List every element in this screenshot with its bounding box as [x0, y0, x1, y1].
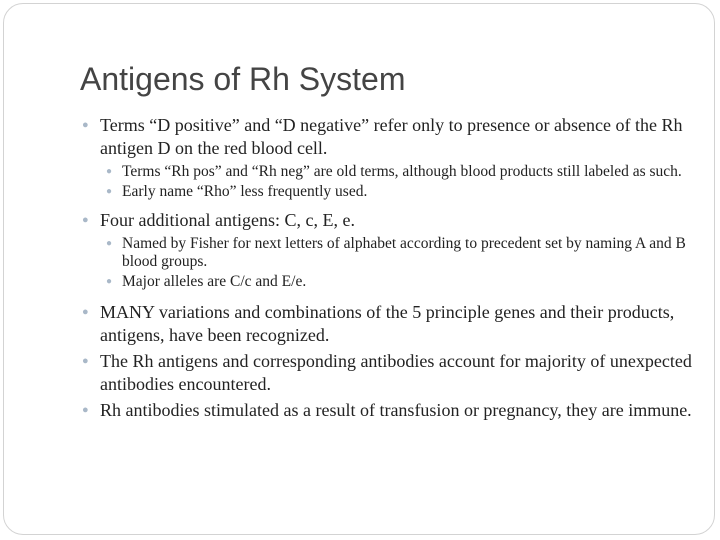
- sub-bullet-item: [80, 273, 695, 291]
- slide-title: Antigens of Rh System: [80, 61, 406, 97]
- circle-bullet-icon: ●: [106, 186, 113, 197]
- sub-bullet-item: [80, 163, 695, 181]
- circle-bullet-icon: ●: [82, 214, 89, 226]
- bullet-text: Terms “D positive” and “D negative” refer only to presence or absence of the Rh antigen D on the red blood cell.: [100, 115, 683, 158]
- bullet-item: [80, 399, 695, 422]
- circle-bullet-icon: ●: [106, 166, 113, 177]
- circle-bullet-icon: ●: [82, 306, 89, 318]
- bullet-text: Rh antibodies stimulated as a result of transfusion or pregnancy, they are immune.: [100, 400, 692, 420]
- circle-bullet-icon: ●: [106, 276, 113, 287]
- bullet-item: [80, 209, 695, 232]
- bullet-text: MANY variations and combinations of the 5 principle genes and their products, antigens, have been recognized.: [100, 302, 675, 345]
- bullet-item: [80, 301, 695, 347]
- bullet-item: [80, 350, 695, 396]
- circle-bullet-icon: ●: [106, 238, 113, 249]
- circle-bullet-icon: ●: [82, 119, 89, 131]
- sub-bullet-item: [80, 183, 695, 201]
- bullet-item: [80, 114, 695, 160]
- bullet-text: Four additional antigens: C, c, E, e.: [100, 210, 355, 230]
- sub-bullet-text: Terms “Rh pos” and “Rh neg” are old terms, although blood products still labeled as such.: [122, 163, 682, 180]
- slide-body: [80, 114, 695, 425]
- circle-bullet-icon: ●: [82, 355, 89, 367]
- sub-bullet-text: Early name “Rho” less frequently used.: [122, 183, 368, 200]
- sub-bullet-item: [80, 235, 695, 271]
- circle-bullet-icon: ●: [82, 404, 89, 416]
- bullet-text: The Rh antigens and corresponding antibodies account for majority of unexpected antibodies encountered.: [100, 351, 692, 394]
- sub-bullet-text: Major alleles are C/c and E/e.: [122, 273, 307, 290]
- spacer: [80, 293, 695, 301]
- sub-bullet-text: Named by Fisher for next letters of alphabet according to precedent set by naming A and B blood groups.: [122, 235, 686, 270]
